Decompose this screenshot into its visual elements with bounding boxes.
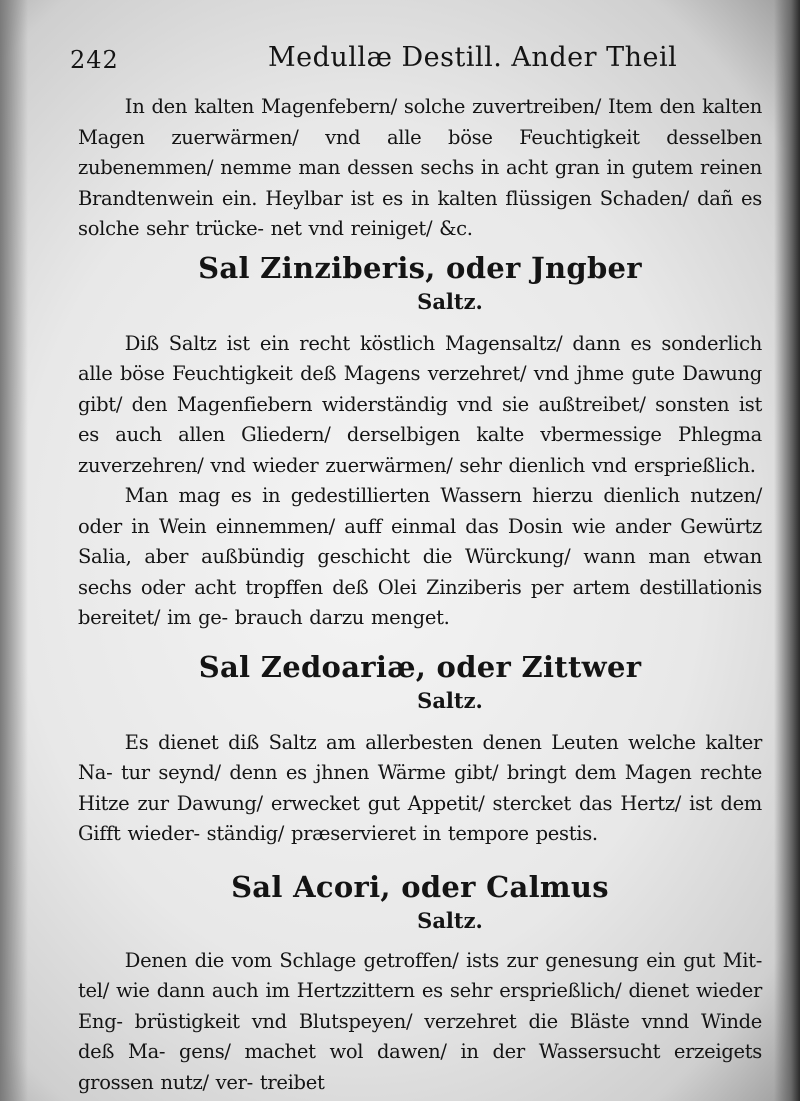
section-subtitle: Saltz. (417, 687, 483, 713)
section-heading (78, 650, 762, 714)
section-intro (78, 92, 762, 245)
page-content (70, 40, 762, 1098)
paragraph: Diß Saltz ist ein recht köstlich Magensaltz/ dann es sonderlich alle böse Feuchtigkeit deß Magens verzehret/ vnd jhme gute Dawung gibt/ den Magenfiebern widerständig vnd sie außtreibet/ sonsten ist es auch allen Gliedern/ derselbigen kalte vbermessige Phlegma zuverzehren/ vnd wieder zuerwärmen/ sehr dienlich vnd ersprießlich. (78, 331, 762, 477)
section-sal-zinziberis (78, 251, 762, 634)
section-title: Sal Zedoariæ, oder Zittwer (198, 649, 642, 684)
section-subtitle: Saltz. (417, 288, 483, 314)
section-heading (78, 870, 762, 934)
section-sal-zedoariae (78, 650, 762, 850)
section-heading (78, 251, 762, 315)
paragraph: Man mag es in gedestillierten Wassern hierzu dienlich nutzen/ oder in Wein einnemmen/ auff einmal das Dosin wie ander Gewürtz Salia, aber außbündig geschicht die Würckung/ wann man etwan sechs oder acht tropffen deß Olei Zinziberis per artem destillationis bereitet/ im ge- brauch darzu menget. (78, 484, 762, 629)
running-title: Medullæ Destill. Ander Theil (268, 42, 678, 73)
running-head (70, 40, 762, 82)
section-title: Sal Zinziberis, oder Jngber (198, 250, 642, 285)
paragraph: Denen die vom Schlage getroffen/ ists zur genesung ein gut Mit- tel/ wie dann auch im Hertzzittern es sehr ersprießlich/ dienet wieder Eng- brüstigkeit vnd Blutspeyen/ verzehret die Bläste vnnd Winde deß Ma- gens/ machet wol dawen/ in der Wassersucht erzeigets grossen nutz/ ver- treibet (78, 948, 762, 1094)
paragraph: Es dienet diß Saltz am allerbesten denen Leuten welche kalter Na- tur seynd/ denn es jhnen Wärme gibt/ bringt dem Magen rechte Hitze zur Dawung/ erwecket gut Appetit/ stercket das Hertz/ ist dem Gifft wieder- ständig/ præservieret in tempore pestis. (78, 730, 762, 845)
section-title: Sal Acori, oder Calmus (231, 869, 609, 904)
page-number: 242 (70, 46, 119, 74)
page-gutter-shadow (0, 0, 28, 1101)
section-subtitle: Saltz. (417, 907, 483, 933)
section-sal-acori (78, 870, 762, 1099)
page-edge-shadow (774, 0, 800, 1101)
paragraph: In den kalten Magenfebern/ solche zuvertreiben/ Item den kalten Magen zuerwärmen/ vnd alle böse Feuchtigkeit desselben zubenemmen/ nemme man dessen sechs in acht gran in gutem reinen Brandtenwein ein. Heylbar ist es in kalten flüssigen Schaden/ dañ es solche sehr trücke- net vnd reiniget/ &c. (78, 95, 762, 240)
